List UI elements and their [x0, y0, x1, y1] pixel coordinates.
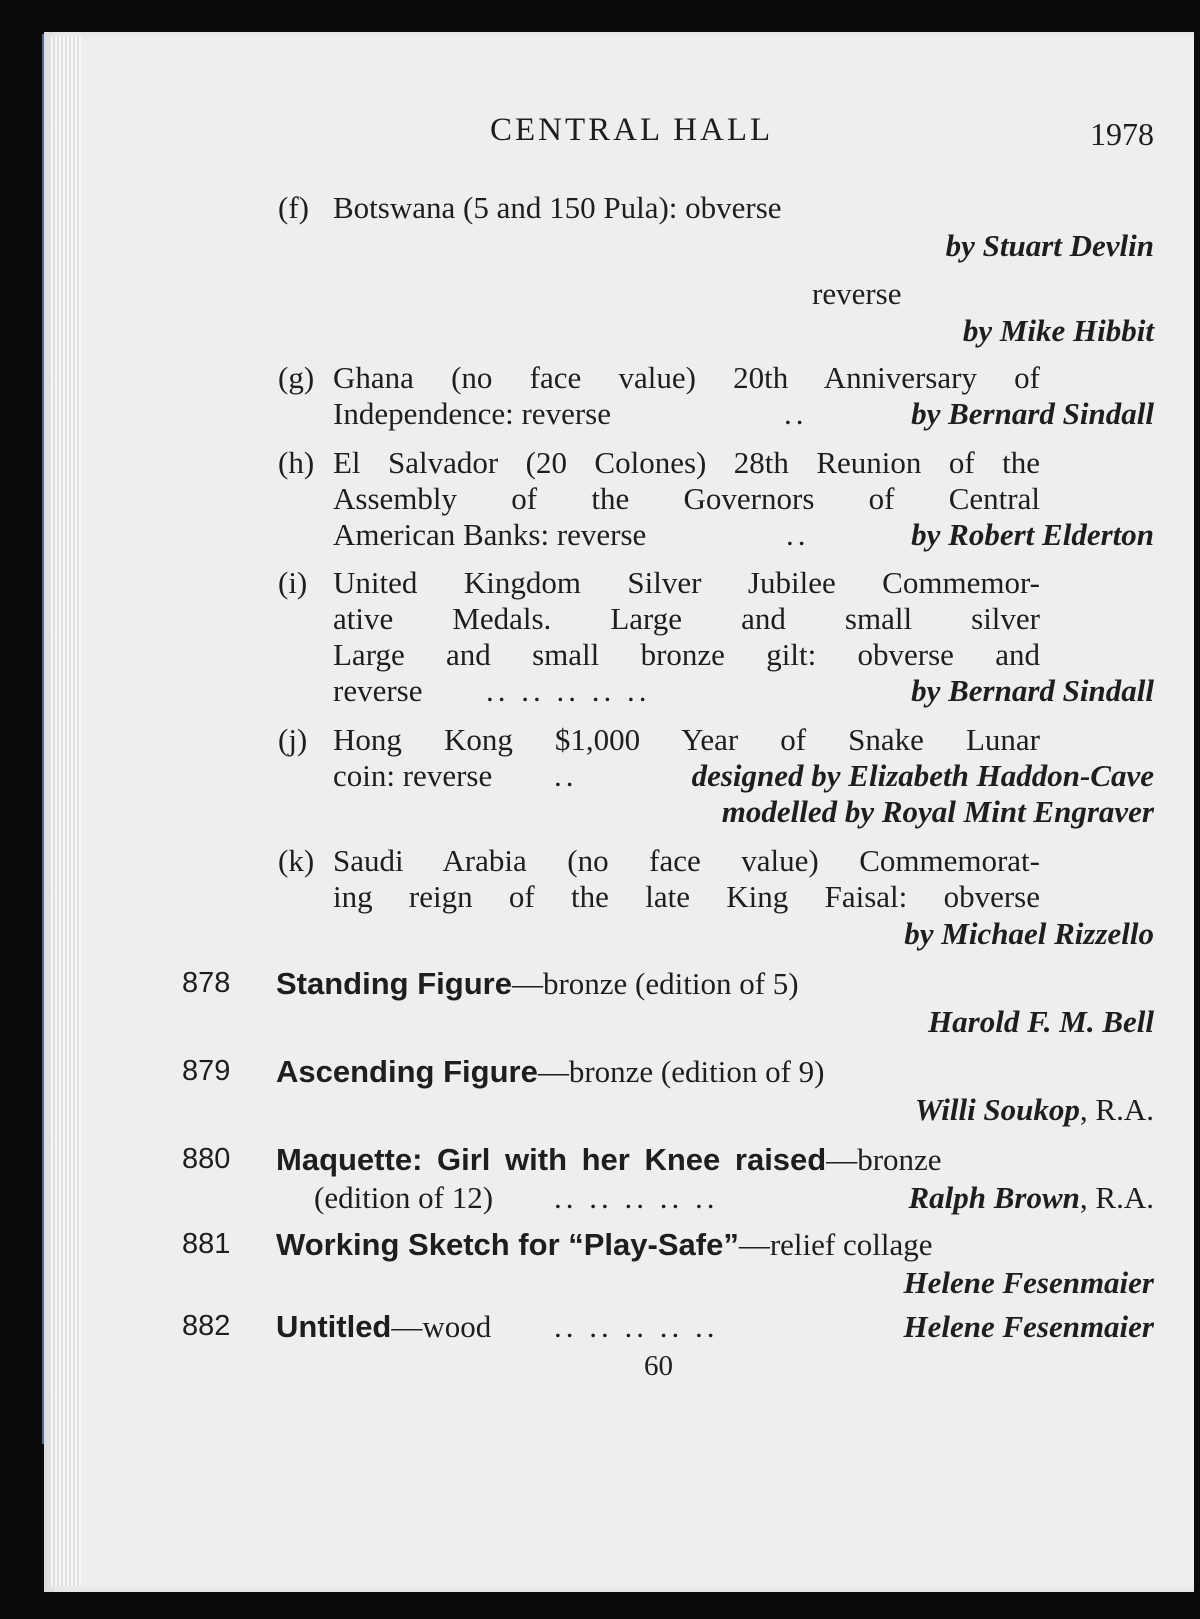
entry-edition: (edition of 12) [314, 1180, 494, 1215]
item-h-line3: American Banks: reverse [333, 517, 647, 552]
entry-line [276, 966, 799, 1002]
entry-medium: —wood [391, 1309, 492, 1344]
entry-artist: Helene Fesenmaier [903, 1309, 1154, 1344]
item-label-k: (k) [278, 843, 315, 878]
item-g-credit: by Bernard Sindall [911, 396, 1154, 431]
item-j-line2: coin: reverse [333, 758, 493, 793]
item-f-credit-reverse: by Mike Hibbit [962, 313, 1154, 348]
item-k-line2: ing reign of the late King Faisal: obverse [333, 879, 1040, 914]
entry-artist-line [908, 1180, 1154, 1216]
entry-line [276, 1054, 824, 1090]
entry-artist: Ralph Brown [908, 1180, 1080, 1215]
entry-artist: Willi Soukop [914, 1092, 1080, 1127]
item-j-credit-designed: designed by Elizabeth Haddon-Cave [691, 758, 1154, 793]
item-label-h: (h) [278, 445, 315, 480]
item-i-line3: Large and small bronze gilt: obverse and [333, 637, 1040, 672]
item-i-credit: by Bernard Sindall [911, 673, 1154, 708]
item-j-credit-modelled: modelled by Royal Mint Engraver [721, 794, 1154, 829]
item-i-leader: .. .. .. .. .. [486, 673, 651, 708]
page-number: 60 [644, 1350, 673, 1382]
entry-title: Untitled [276, 1309, 392, 1344]
entry-leader: .. .. .. .. .. [554, 1180, 719, 1215]
entry-line [276, 1227, 932, 1263]
entry-medium: —relief collage [738, 1227, 933, 1262]
entry-number: 878 [182, 967, 231, 999]
year: 1978 [1090, 116, 1154, 152]
entry-line [276, 1142, 942, 1178]
item-label-j: (j) [278, 722, 308, 757]
entry-title: Standing Figure [276, 966, 512, 1001]
entry-artist-suffix: , R.A. [1079, 1092, 1154, 1127]
entry-number: 882 [182, 1310, 231, 1342]
running-head: CENTRAL HALL [490, 112, 774, 148]
entry-artist-line [915, 1092, 1154, 1128]
entry-title: Maquette: Girl with her Knee raised [276, 1142, 827, 1177]
entry-artist: Helene Fesenmaier [903, 1265, 1154, 1300]
page-edges [51, 36, 81, 1586]
item-h-line2: Assembly of the Governors of Central [333, 481, 1040, 516]
entry-line [276, 1309, 491, 1345]
entry-title: Working Sketch for “Play-Safe” [276, 1227, 739, 1262]
item-f-credit-obverse: by Stuart Devlin [945, 228, 1154, 263]
item-j-line1: Hong Kong $1,000 Year of Snake Lunar [333, 722, 1040, 757]
item-j-leader: .. [554, 758, 578, 793]
item-g-line2: Independence: reverse [333, 396, 611, 431]
item-label-g: (g) [278, 360, 315, 395]
entry-number: 879 [182, 1055, 231, 1087]
entry-medium: —bronze (edition of 5) [511, 966, 799, 1001]
item-i-line4: reverse [333, 673, 423, 708]
entry-medium: —bronze [826, 1142, 942, 1177]
item-h-leader: .. [786, 517, 810, 552]
item-f-text: Botswana (5 and 150 Pula): obverse [333, 190, 782, 225]
entry-artist: Harold F. M. Bell [928, 1004, 1154, 1039]
entry-title: Ascending Figure [276, 1054, 538, 1089]
item-k-line1: Saudi Arabia (no face value) Commemorat- [333, 843, 1040, 878]
item-f-reverse: reverse [812, 276, 902, 311]
entry-artist-suffix: , R.A. [1079, 1180, 1154, 1215]
item-label-i: (i) [278, 565, 308, 600]
item-g-line1: Ghana (no face value) 20th Anniversary of [333, 360, 1040, 395]
entry-number: 881 [182, 1228, 231, 1260]
entry-number: 880 [182, 1143, 231, 1175]
item-k-credit: by Michael Rizzello [904, 916, 1154, 951]
item-label-f: (f) [278, 190, 309, 225]
item-h-line1: El Salvador (20 Colones) 28th Reunion of the [333, 445, 1040, 480]
item-g-leader: .. [784, 396, 808, 431]
entry-leader: .. .. .. .. .. [554, 1309, 719, 1344]
item-i-line1: United Kingdom Silver Jubilee Commemor- [333, 565, 1040, 600]
entry-medium: —bronze (edition of 9) [537, 1054, 825, 1089]
item-h-credit: by Robert Elderton [911, 517, 1154, 552]
item-i-line2: ative Medals. Large and small silver [333, 601, 1040, 636]
